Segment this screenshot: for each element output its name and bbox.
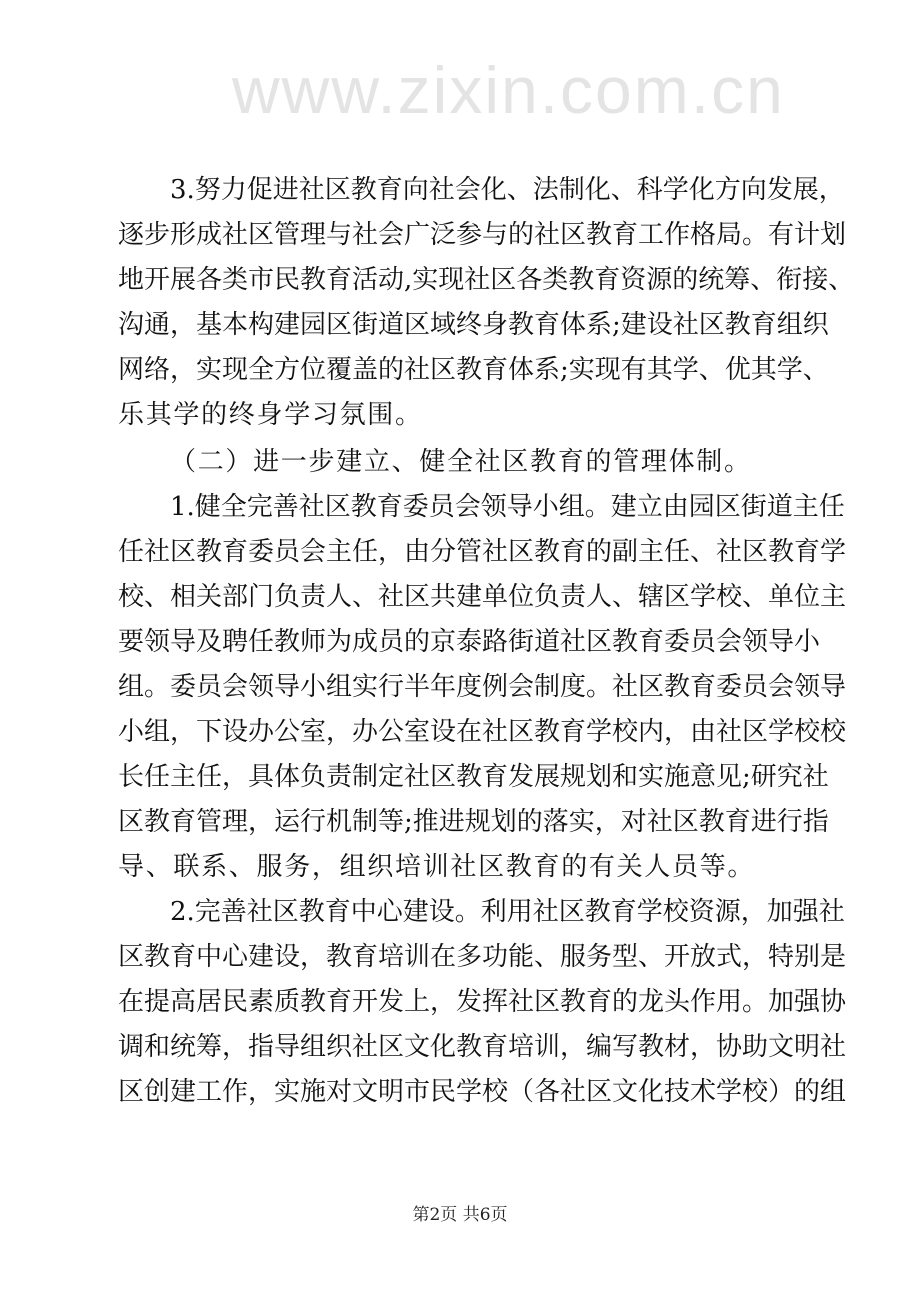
document-body: [118, 168, 855, 1115]
text-line: 逐步形成社区管理与社会广泛参与的社区教育工作格局。有计划: [118, 220, 847, 250]
text-line: 3.努力促进社区教育向社会化、法制化、科学化方向发展，: [170, 175, 845, 205]
text-line: 导、联系、服务，组织培训社区教育的有关人员等。: [118, 852, 756, 882]
heading-line: （二）进一步建立、健全社区教育的管理体制。: [170, 447, 752, 477]
section-heading: [118, 440, 810, 485]
watermark: www.zixin.com.cn: [232, 53, 785, 127]
text-line: 1.健全完善社区教育委员会领导小组。建立由园区街道主任: [170, 492, 845, 522]
paragraph-2-center-construction: [118, 890, 847, 1115]
text-line: 地开展各类市民教育活动,实现社区各类教育资源的统筹、衔接、: [118, 265, 855, 295]
text-line: 小组，下设办公室，办公室设在社区教育学校内，由社区学校校: [118, 717, 847, 747]
text-line: 要领导及聘任教师为成员的京泰路街道社区教育委员会领导小: [118, 627, 821, 657]
text-line: 任社区教育委员会主任，由分管社区教育的副主任、社区教育学: [118, 537, 847, 567]
paragraph-3-education-socialization: [118, 168, 855, 438]
text-line: 校、相关部门负责人、社区共建单位负责人、辖区学校、单位主: [118, 582, 847, 612]
text-line: 乐其学的终身学习氛围。: [118, 400, 423, 430]
text-line: 长任主任，具体负责制定社区教育发展规划和实施意见;研究社: [118, 762, 829, 792]
text-line: 调和统筹，指导组织社区文化教育培训，编写教材，协助文明社: [118, 1032, 847, 1062]
page-number-footer: 第2页 共6页: [412, 1205, 508, 1225]
text-line: 区教育中心建设，教育培训在多功能、服务型、开放式，特别是: [118, 942, 847, 972]
text-line: 沟通，基本构建园区街道区域终身教育体系;建设社区教育组织: [118, 310, 829, 340]
text-line: 区教育管理，运行机制等;推进规划的落实，对社区教育进行指: [118, 807, 829, 837]
text-line: 组。委员会领导小组实行半年度例会制度。社区教育委员会领导: [118, 672, 847, 702]
text-line: 区创建工作，实施对文明市民学校（各社区文化技术学校）的组: [118, 1077, 847, 1107]
text-line: 网络，实现全方位覆盖的社区教育体系;实现有其学、优其学、: [118, 355, 829, 385]
text-line: 在提高居民素质教育开发上，发挥社区教育的龙头作用。加强协: [118, 987, 847, 1017]
text-line: 2.完善社区教育中心建设。利用社区教育学校资源，加强社: [170, 897, 845, 927]
paragraph-1-committee: [118, 485, 847, 890]
